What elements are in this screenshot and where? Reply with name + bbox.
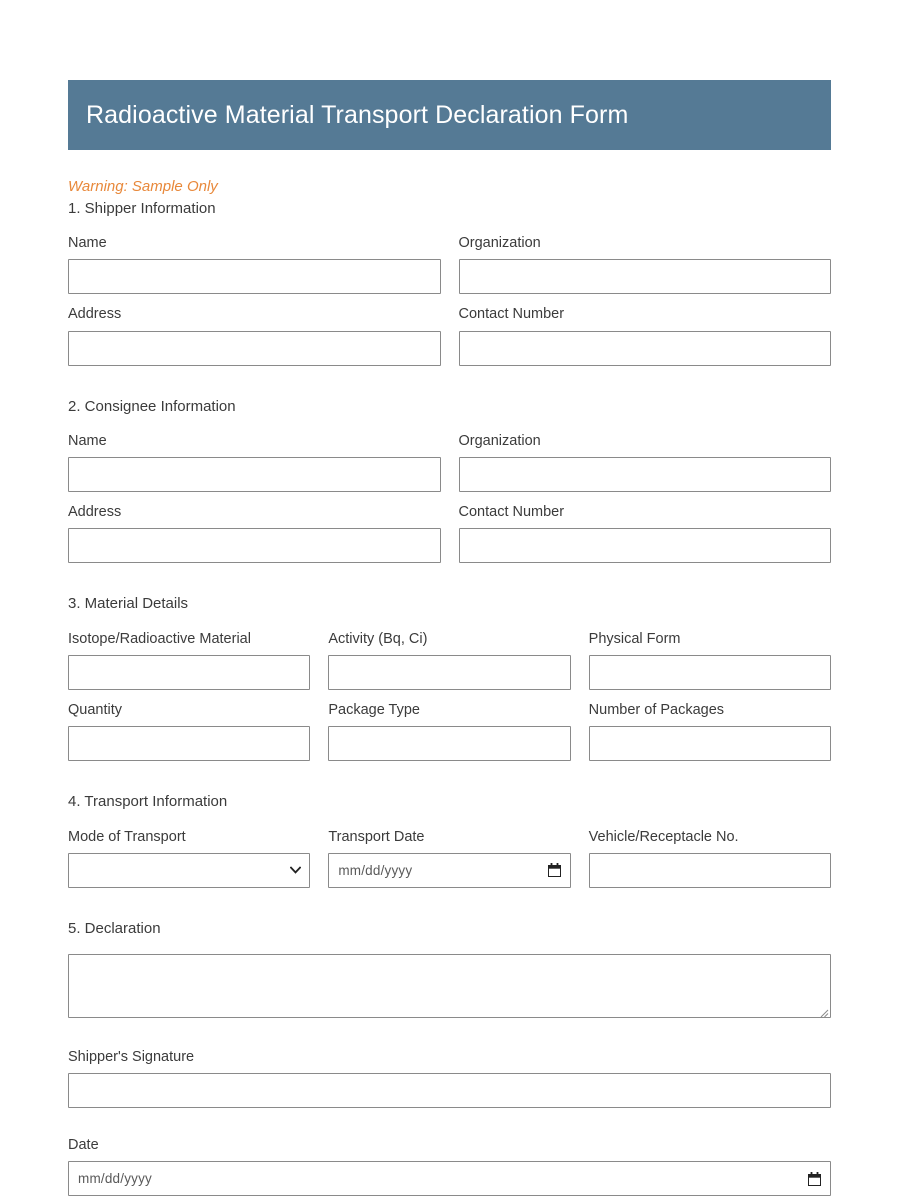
input-number-of-packages[interactable]	[589, 726, 831, 761]
label-consignee-name: Name	[68, 433, 107, 449]
label-isotope-material: Isotope/Radioactive Material	[68, 630, 251, 647]
field-consignee-address	[68, 503, 441, 563]
field-consignee-organization	[459, 432, 832, 492]
field-declaration-text	[68, 954, 831, 1018]
mode-of-transport-select-wrapper	[68, 853, 310, 888]
input-shipper-address[interactable]	[68, 331, 441, 366]
sample-warning: Warning: Sample Only	[68, 178, 218, 195]
label-shipper-organization: Organization	[458, 235, 541, 252]
section-heading-material-details: 3. Material Details	[68, 595, 189, 613]
label-shipper-address: Address	[68, 306, 122, 323]
label-shipper-contact-number: Contact Number	[458, 306, 565, 323]
declaration-row	[68, 954, 831, 1018]
field-shipper-name	[68, 234, 441, 294]
shipper-row-2	[68, 305, 831, 365]
field-date	[68, 1136, 831, 1196]
label-shipper-name: Name	[68, 235, 107, 252]
label-physical-form: Physical Form	[588, 630, 681, 647]
material-row-2	[68, 701, 831, 761]
date-wrapper	[68, 1161, 831, 1196]
input-isotope-material[interactable]	[68, 655, 310, 690]
field-consignee-name	[68, 432, 441, 492]
section-heading-transport-information: 4. Transport Information	[68, 793, 228, 810]
label-consignee-organization: Organization	[458, 433, 541, 449]
input-vehicle-receptacle-no[interactable]	[589, 853, 831, 888]
input-shipper-name[interactable]	[68, 259, 441, 294]
field-package-type	[328, 701, 570, 761]
transport-row-1	[68, 828, 831, 888]
field-isotope-material	[68, 630, 310, 690]
input-physical-form[interactable]	[589, 655, 831, 690]
shipper-row-1	[68, 234, 831, 294]
input-transport-date[interactable]	[328, 853, 570, 888]
input-shipper-contact-number[interactable]	[459, 331, 832, 366]
label-date: Date	[68, 1137, 99, 1154]
input-shippers-signature[interactable]	[68, 1073, 831, 1108]
field-shippers-signature	[68, 1048, 831, 1108]
field-shipper-contact-number	[459, 305, 832, 365]
input-shipper-organization[interactable]	[459, 259, 832, 294]
label-package-type: Package Type	[328, 701, 420, 718]
field-shipper-organization	[459, 234, 832, 294]
declaration-textarea-wrapper	[68, 954, 831, 1018]
label-shippers-signature: Shipper's Signature	[68, 1049, 195, 1066]
field-number-of-packages	[589, 701, 831, 761]
label-transport-date: Transport Date	[328, 828, 425, 845]
field-activity	[328, 630, 570, 690]
material-row-1	[68, 630, 831, 690]
input-consignee-name[interactable]	[68, 457, 441, 492]
page-title: Radioactive Material Transport Declaration Form	[68, 80, 831, 150]
consignee-row-2	[68, 503, 831, 563]
input-package-type[interactable]	[328, 726, 570, 761]
section-heading-shipper-information: 1. Shipper Information	[68, 199, 216, 217]
section-heading-consignee-information: 2. Consignee Information	[68, 397, 236, 415]
transport-date-wrapper	[328, 853, 570, 888]
transport-date-placeholder: mm/dd/yyyy	[338, 862, 413, 878]
field-consignee-contact-number	[459, 503, 832, 563]
date-row	[68, 1136, 831, 1196]
label-mode-of-transport: Mode of Transport	[68, 828, 186, 845]
date-placeholder: mm/dd/yyyy	[78, 1171, 153, 1187]
label-activity: Activity (Bq, Ci)	[328, 630, 428, 647]
label-consignee-contact-number: Contact Number	[458, 504, 565, 521]
field-quantity	[68, 701, 310, 761]
label-number-of-packages: Number of Packages	[588, 701, 725, 718]
field-transport-date	[328, 828, 570, 888]
section-heading-declaration: 5. Declaration	[68, 919, 161, 937]
input-date[interactable]	[68, 1161, 831, 1196]
input-quantity[interactable]	[68, 726, 310, 761]
field-shipper-address	[68, 305, 441, 365]
label-quantity: Quantity	[68, 701, 122, 718]
field-physical-form	[589, 630, 831, 690]
input-consignee-organization[interactable]	[459, 457, 832, 492]
input-activity[interactable]	[328, 655, 570, 690]
field-vehicle-receptacle-no	[589, 828, 831, 888]
textarea-declaration[interactable]	[68, 954, 831, 1018]
label-vehicle-receptacle-no: Vehicle/Receptacle No.	[588, 828, 739, 845]
label-consignee-address: Address	[68, 504, 122, 521]
select-mode-of-transport[interactable]	[68, 853, 310, 888]
signature-row	[68, 1048, 831, 1108]
input-consignee-contact-number[interactable]	[459, 528, 832, 563]
consignee-row-1	[68, 432, 831, 492]
field-mode-of-transport	[68, 828, 310, 888]
input-consignee-address[interactable]	[68, 528, 441, 563]
